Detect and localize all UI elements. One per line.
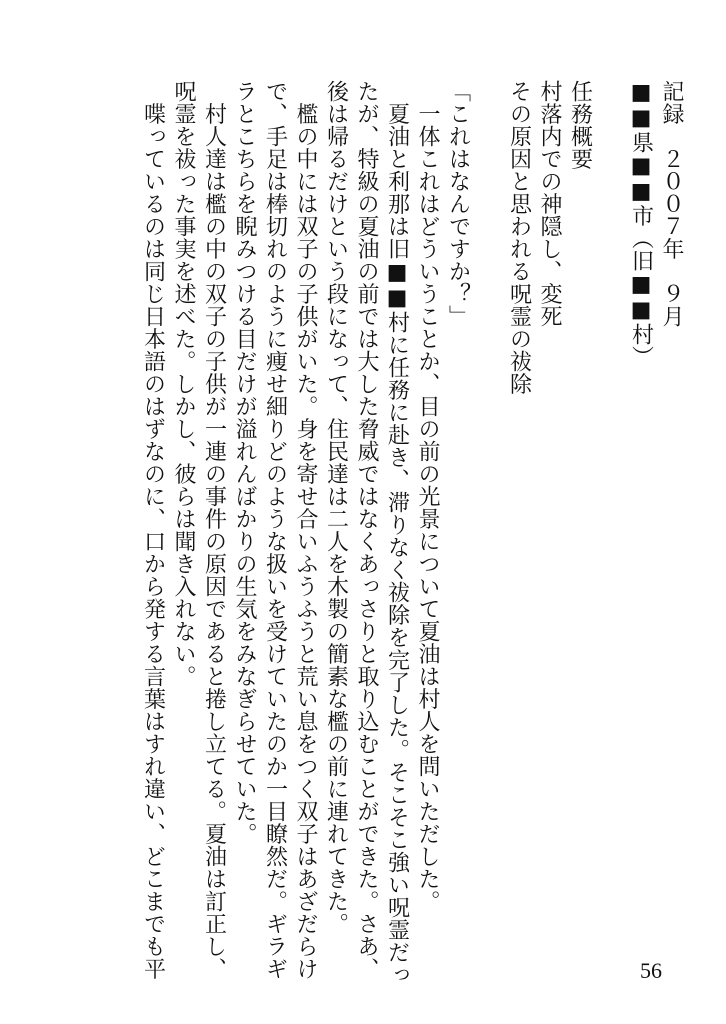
body-line: で、手足は棒切れのように痩せ細りどのような扱いを受けていたのか一目瞭然だ。ギラギ bbox=[262, 80, 288, 980]
blank-line bbox=[473, 80, 504, 940]
page-number: 56 bbox=[640, 958, 662, 983]
summary-line: その原因と思われる呪霊の祓除 bbox=[506, 80, 532, 395]
body-line: 「これはなんですか？」 bbox=[445, 80, 471, 328]
record-location: ■■県■■市（旧■■村） bbox=[628, 80, 654, 368]
body-line: 呪霊を祓った事実を述べた。しかし、彼らは聞き入れない。 bbox=[171, 80, 196, 688]
record-header: 記録 ２００７年 ９月 bbox=[659, 80, 684, 328]
blank-line bbox=[595, 80, 626, 940]
body-line: ラとこちらを睨みつける目だけが溢れんばかりの生気をみなぎらせていた。 bbox=[232, 80, 257, 845]
body-line: 夏油と利那は旧■■村に任務に赴き、滞りなく祓除を完了した。そこそこ強い呪霊だっ bbox=[384, 80, 410, 986]
body-line: 後は帰るだけという段になって、住民達は二人を木製の簡素な檻の前に連れてきた。 bbox=[323, 80, 349, 935]
body-line: 檻の中には双子の子供がいた。身を寄せ合いふうふうと荒い息をつく双子はあざだらけ bbox=[293, 80, 318, 980]
body-line: たが、特級の夏油の前では大した脅威ではなくあっさりと取り込むことができた。さあ、 bbox=[354, 80, 379, 980]
summary-line: 村落内での神隠し、変死 bbox=[537, 80, 562, 328]
body-line: 喋っているのは同じ日本語のはずなのに、口から発する言葉はすれ違い、どこまでも平 bbox=[140, 80, 166, 980]
body-line: 村人達は檻の中の双子の子供が一連の事件の原因であると捲し立てる。夏油は訂正し、 bbox=[201, 80, 227, 980]
body-line: 一体これはどういうことか、目の前の光景について夏油は村人を問いただした。 bbox=[415, 80, 440, 913]
summary-heading: 任務概要 bbox=[567, 80, 593, 170]
